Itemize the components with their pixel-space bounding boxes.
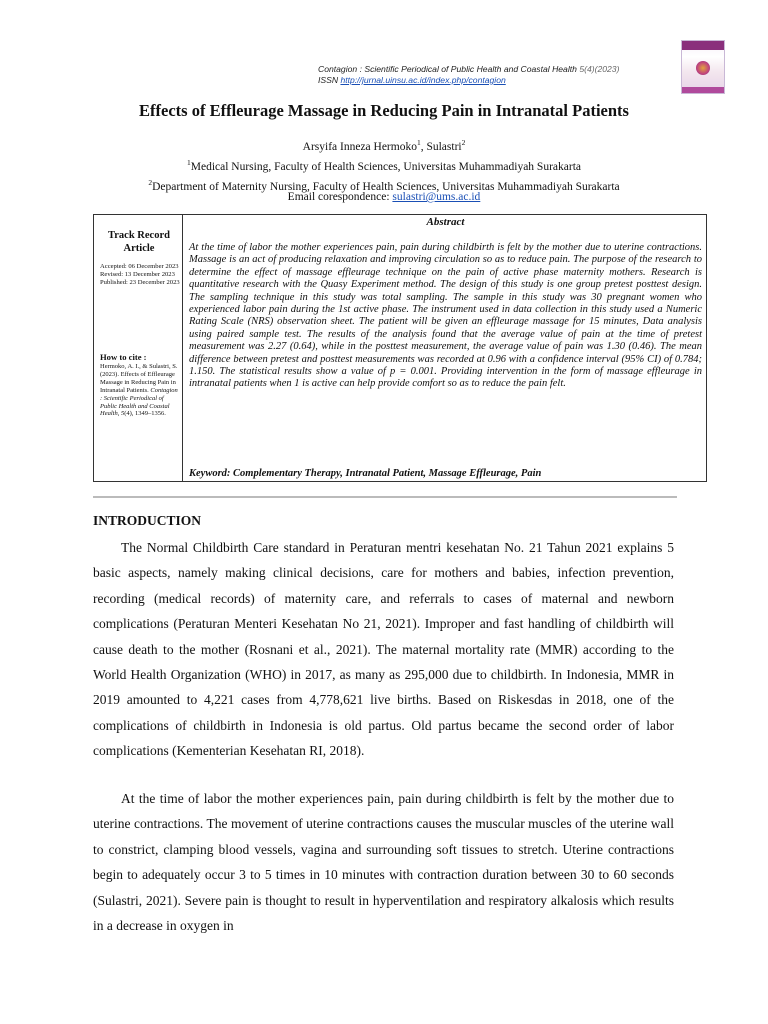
journal-url-link[interactable]: http://jurnal.uinsu.ac.id/index.php/contagion [340, 75, 506, 85]
abstract-table [93, 214, 707, 482]
author-block [60, 135, 708, 194]
email-link[interactable]: sulastri@ums.ac.id [392, 191, 481, 203]
affiliation-1 [60, 155, 708, 175]
affiliation-1-sup: 1 [186, 157, 191, 167]
cover-emblem-icon [696, 61, 710, 75]
citation-journal: Contagion : Scientific Periodical of Public Health and Coastal Health, 5 [100, 386, 178, 418]
abstract-text: At the time of labor the mother experiences pain, pain during childbirth is felt by the mother due to uterine contractions. Massage is an act of producing relaxation and improving circulation so as to reduce pain. The purpose of the research to determine the effect of massage effleurage technique on the pain of active phase maternity mothers. Research is quantitative research with the Quasy Experiment method. The design of this study is one group pretest posttest design. The sampling technique in this study was total sampling. The sample in this study was 30 pregnant women who experienced labor pain during the 1st active phase. The instrument used in data collection in this study used a Numeric Rating Scale (NRS) observation sheet. The patient will be given an effleurage massage for 15 minutes, Data analysis using paired sample test. The results of the analysis found that the average value of pain at the time of pretest measurement was 2.27 (0.64), while in the posttest measurement, the average value of pain was 1.30 (0.46). The mean difference between pretest and posttest measurements was recorded at 0.96 with a confidence interval (95% CI) of 0.784; 1.150. The statistical results show a value of p = 0.001. Providing intervention in the form of massage effleurage in intranatal patients when 1 is active can help provide comfort so as to reduce the pain felt. [189, 242, 702, 390]
track-record-title: Track Record Article [108, 230, 170, 254]
abstract-heading: Abstract [426, 216, 465, 228]
track-record-column [94, 215, 183, 481]
citation-end: (4), 1349–1356. [124, 410, 166, 418]
introduction-paragraph-2: At the time of labor the mother experiences pain, pain during childbirth is felt by the mother due to uterine contractions. The movement of uterine contractions causes the muscular muscles of the uterine wall to constrict, clamping blood vessels, vagina and surrounding soft tissues to stretch. Uterine contractions begin to adequately occur 3 to 5 times in 10 minutes with contraction duration between 30 to 60 seconds (Sulastri, 2021). Severe pain is thought to result in hyperventilation and respiratory alkalosis which results in a decrease in oxygen in [93, 791, 674, 934]
affiliation-2-sup: 2 [148, 177, 153, 187]
journal-cover-thumbnail [681, 40, 725, 94]
cover-top-band [682, 41, 724, 50]
introduction-heading: INTRODUCTION [93, 513, 202, 528]
article-title: Effects of Effleurage Massage in Reducing Pain in Intranatal Patients [139, 101, 629, 120]
author-names: Arsyifa Inneza Hermoko$^1$, Sulastri$^2$ [302, 138, 466, 153]
issn-label: ISSN [318, 75, 339, 85]
email-line [60, 191, 708, 203]
citation-text [100, 363, 180, 418]
cover-bottom-band [682, 87, 724, 93]
section-divider [93, 496, 677, 498]
abstract-keywords: Keyword: Complementary Therapy, Intranatal Patient, Massage Effleurage, Pain [189, 468, 542, 479]
journal-name: Contagion : Scientific Periodical of Public Health and Coastal Health [318, 64, 577, 74]
citation-plain: Hermoko, A. I., & Sulastri, S. (2023). Effects of Effleurage Massage in Reducing Pain in Intranatal Patients. [100, 363, 178, 394]
email-label: Email corespondence: [287, 191, 390, 203]
how-to-cite-heading: How to cite : [100, 352, 147, 362]
journal-header [318, 64, 678, 86]
journal-name-line [318, 64, 678, 75]
affiliation-2-text: Department of Maternity Nursing, Faculty of Health Sciences, Universitas Muhammadiyah Surakarta [152, 180, 620, 193]
author-2: Sulastri [426, 140, 462, 153]
author-2-sup: 2 [461, 138, 466, 147]
author-1-sup: 1 [416, 138, 421, 147]
abstract-column [189, 215, 702, 481]
introduction-paragraph-1: The Normal Childbirth Care standard in Peraturan mentri kesehatan No. 21 Tahun 2021 explains 5 basic aspects, namely making clinical decisions, care for mothers and babies, infection prevention, recording (medical records) of maternity care, and referrals to cases of maternal and newborn complications (Peraturan Menteri Kesehatan No 21, 2021). Improper and fast handling of childbirth will cause death to the mother (Rosnani et al., 2021). The maternal mortality rate (MMR) according to the World Health Organization (WHO) in 2017, as many as 295,000 due to childbirth. In Indonesia, MMR in 2019 amounted to 4,221 cases from 4,778,621 live births. Based on Riskesdas in 2018, one of the complications of childbirth in Indonesia is old partus. Old partus became the second order of labor complications (Kementerian Kesehatan RI, 2018). [93, 540, 674, 759]
accepted-date: Accepted: 06 December 2023 [100, 263, 179, 270]
author-1: Arsyifa Inneza Hermoko [302, 140, 417, 153]
affiliation-1-text: Medical Nursing, Faculty of Health Sciences, Universitas Muhammadiyah Surakarta [190, 160, 581, 173]
published-date: Published: 23 December 2023 [100, 279, 180, 286]
revised-date: Revised: 13 December 2023 [100, 271, 175, 278]
track-record-dates [100, 263, 180, 287]
journal-volume: 5(4)(2023) [579, 64, 620, 74]
journal-issn-line [318, 75, 678, 86]
